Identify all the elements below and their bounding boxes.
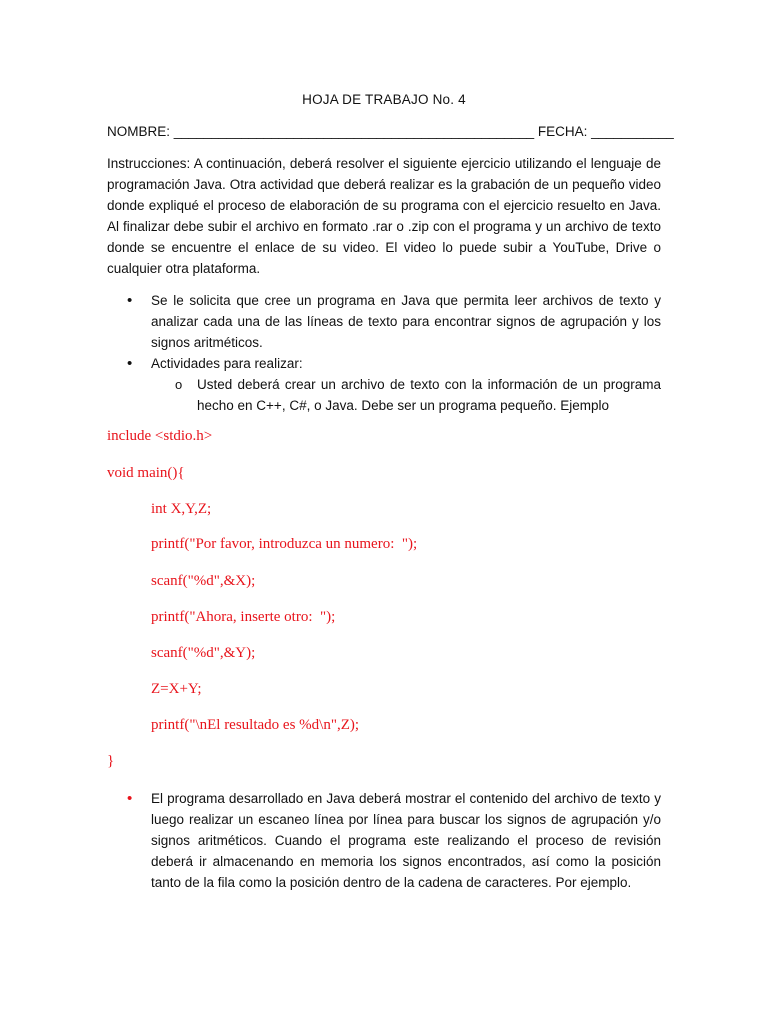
name-date-line: NOMBRE: ________________________________________________ FECHA: ___________: [107, 124, 674, 139]
list-item: [107, 290, 661, 353]
code-line: Z=X+Y;: [151, 681, 202, 697]
code-line: printf("\nEl resultado es %d\n",Z);: [151, 717, 360, 733]
list-item: [107, 788, 661, 893]
code-line: include <stdio.h>: [107, 428, 213, 444]
code-line: scanf("%d",&X);: [151, 573, 256, 589]
list-item: [107, 353, 661, 374]
bullet-icon: •: [127, 790, 133, 807]
bullet-icon: •: [127, 355, 133, 372]
sub-list-item: [107, 374, 661, 416]
code-line: }: [107, 753, 115, 769]
page-title: HOJA DE TRABAJO No. 4: [302, 92, 466, 107]
bullet-text: Actividades para realizar:: [151, 356, 303, 371]
circle-bullet-icon: o: [175, 377, 183, 392]
program-description-list: [107, 788, 661, 893]
requirements-list: [107, 290, 661, 416]
instructions-paragraph: Instrucciones: A continuación, deberá resolver el siguiente ejercicio utilizando el lenguaje de programación Java. Otra actividad que deberá realizar es la grabación de un pequeño video donde expliqué el proceso de elaboración de su programa con el ejercicio resuelto en Java. Al finalizar debe subir el archivo en formato .rar o .zip con el programa y un archivo de texto donde se encuentre el enlace de su video. El video lo puede subir a YouTube, Drive o cualquier otra plataforma.: [107, 156, 661, 276]
bullet-text: Se le solicita que cree un programa en Java que permita leer archivos de texto y analizar cada una de las líneas de texto para encontrar signos de agrupación y los signos aritméticos.: [151, 293, 661, 350]
code-line: scanf("%d",&Y);: [151, 645, 256, 661]
code-line: printf("Por favor, introduzca un numero: ");: [151, 536, 418, 552]
sub-bullet-text: Usted deberá crear un archivo de texto con la información de un programa hecho en C++, C#, o Java. Debe ser un programa pequeño. Ejemplo: [197, 377, 661, 413]
code-line: int X,Y,Z;: [151, 501, 212, 517]
bullet-icon: •: [127, 292, 133, 309]
bullet-text: El programa desarrollado en Java deberá mostrar el contenido del archivo de texto y luego realizar un escaneo línea por línea para buscar los signos de agrupación y/o signos aritméticos. Cuando el programa este realizando el proceso de revisión deberá ir almacenando en memoria los signos encontrados, así como la posición tanto de la fila como la posición dentro de la cadena de caracteres. Por ejemplo.: [151, 791, 661, 890]
code-line: printf("Ahora, inserte otro: ");: [151, 609, 336, 625]
code-line: void main(){: [107, 465, 185, 481]
